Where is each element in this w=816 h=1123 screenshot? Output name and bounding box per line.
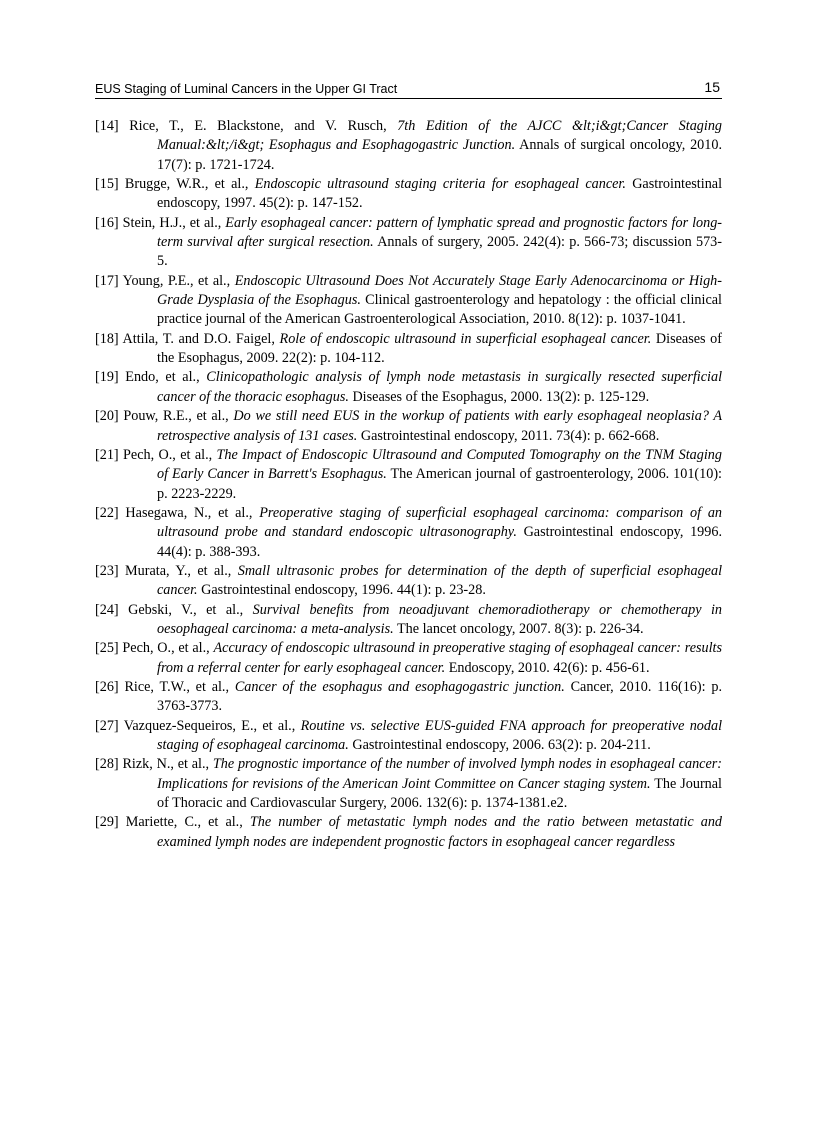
reference-item [95, 330, 722, 369]
reference-authors: Stein, H.J., et al., [122, 214, 222, 231]
reference-source: Gastrointestinal endoscopy, 1996. 44(1): p. 23-28. [201, 582, 486, 599]
reference-source: The American journal of gastroenterology, 2006. 101(10): p. 2223-2229. [157, 466, 722, 502]
reference-authors: Pech, O., et al., [123, 446, 213, 463]
reference-item [95, 755, 722, 813]
reference-source: The Journal of Thoracic and Cardiovascular Surgery, 2006. 132(6): p. 1374-1381.e2. [157, 775, 722, 812]
reference-title: Small ultrasonic probes for determination of the depth of superficial esophageal cancer. [157, 562, 723, 599]
reference-label: [19] [95, 369, 119, 386]
reference-label: [29] [95, 814, 119, 831]
reference-authors: Pouw, R.E., et al., [123, 408, 229, 425]
reference-item [95, 175, 722, 214]
reference-source: Gastrointestinal endoscopy, 1996. 44(4): p. 388-393. [157, 524, 722, 560]
reference-label: [15] [95, 176, 119, 193]
reference-title: The number of metastatic lymph nodes and the ratio between metastatic and examined lymph nodes are independent prognostic factors in esophageal cancer regardless [157, 814, 723, 850]
reference-source: Gastrointestinal endoscopy, 2011. 73(4): p. 662-668. [360, 427, 660, 444]
reference-title: Role of endoscopic ultrasound in superficial esophageal cancer. [279, 330, 652, 347]
reference-authors: Hasegawa, N., et al., [125, 504, 253, 521]
reference-label: [18] [95, 330, 119, 347]
reference-item [95, 214, 722, 272]
running-header [95, 78, 722, 99]
reference-item [95, 717, 722, 756]
reference-item [95, 601, 722, 640]
reference-title: Survival benefits from neoadjuvant chemoradiotherapy or chemotherapy in oesophageal carcinoma: a meta-analysis. [157, 601, 723, 637]
reference-authors: Rice, T., E. Blackstone, and V. Rusch, [129, 118, 387, 134]
reference-title: Routine vs. selective EUS-guided FNA approach for preoperative nodal staging of esophageal carcinoma. [157, 717, 723, 753]
reference-authors: Young, P.E., et al., [122, 272, 231, 289]
reference-label: [14] [95, 118, 119, 134]
reference-authors: Attila, T. and D.O. Faigel, [122, 330, 275, 347]
reference-title: The prognostic importance of the number of involved lymph nodes in esophageal cancer: Implications for revisions of the American Joint Committee on Cancer staging system. [157, 756, 723, 792]
reference-item [95, 562, 722, 601]
reference-title: Early esophageal cancer: pattern of lymphatic spread and prognostic factors for long-term survival after surgical resection. [157, 214, 723, 251]
reference-title: Preoperative staging of superficial esophageal carcinoma: comparison of an ultrasound probe and standard endoscopic ultrasonography. [157, 504, 723, 541]
reference-label: [27] [95, 717, 119, 734]
reference-source: Annals of surgery, 2005. 242(4): p. 566-73; discussion 573-5. [157, 234, 723, 270]
reference-authors: Endo, et al., [125, 369, 200, 386]
reference-authors: Rizk, N., et al., [122, 756, 210, 773]
reference-label: [21] [95, 446, 119, 463]
reference-source: Clinical gastroenterology and hepatology : the official clinical practice journal of the American Gastroenterological Association, 2010. 8(12): p. 1037-1041. [157, 292, 722, 328]
reference-title: Endoscopic Ultrasound Does Not Accurately Stage Early Adenocarcinoma or High-Grade Dysplasia of the Esophagus. [157, 272, 722, 309]
reference-label: [22] [95, 504, 119, 521]
reference-source: Gastrointestinal endoscopy, 2006. 63(2): p. 204-211. [352, 737, 651, 753]
reference-title: Accuracy of endoscopic ultrasound in preoperative staging of esophageal cancer: results from a referral center for early esophageal cancer. [157, 640, 723, 676]
reference-item [95, 368, 722, 407]
reference-source: Annals of surgical oncology, 2010. 17(7): p. 1721-1724. [157, 137, 722, 173]
reference-source: Endoscopy, 2010. 42(6): p. 456-61. [448, 659, 650, 676]
reference-item [95, 678, 722, 717]
reference-authors: Vazquez-Sequeiros, E., et al., [123, 717, 296, 734]
reference-list [95, 117, 722, 852]
reference-title: Do we still need EUS in the workup of patients with early esophageal neoplasia? A retrospective analysis of 131 cases. [157, 408, 723, 444]
reference-label: [17] [95, 272, 119, 289]
reference-title: 7th Edition of the AJCC &lt;i&gt;Cancer Staging Manual:&lt;/i&gt; Esophagus and Esophagogastric Junction. [157, 118, 723, 154]
reference-label: [20] [95, 408, 119, 425]
reference-label: [23] [95, 562, 119, 579]
reference-label: [24] [95, 601, 119, 618]
reference-title: Cancer of the esophagus and esophagogastric junction. [234, 678, 565, 695]
reference-item [95, 813, 722, 852]
reference-item [95, 407, 722, 446]
reference-source: Gastrointestinal endoscopy, 1997. 45(2): p. 147-152. [157, 176, 723, 212]
reference-authors: Pech, O., et al., [122, 640, 210, 657]
reference-authors: Murata, Y., et al., [125, 562, 232, 579]
reference-title: Endoscopic ultrasound staging criteria for esophageal cancer. [254, 176, 626, 193]
reference-label: [26] [95, 678, 119, 695]
reference-authors: Gebski, V., et al., [128, 601, 244, 618]
reference-item [95, 272, 722, 330]
reference-title: Clinicopathologic analysis of lymph node metastasis in surgically resected superficial cancer of the thoracic esophagus. [157, 369, 723, 405]
reference-authors: Mariette, C., et al., [125, 814, 243, 831]
page-number: 15 [704, 79, 720, 95]
reference-authors: Rice, T.W., et al., [124, 678, 230, 695]
reference-label: [28] [95, 756, 119, 773]
reference-title: The Impact of Endoscopic Ultrasound and Computed Tomography on the TNM Staging of Early Cancer in Barrett's Esophagus. [157, 446, 722, 483]
reference-source: Diseases of the Esophagus, 2009. 22(2): p. 104-112. [157, 330, 723, 367]
reference-item [95, 639, 722, 678]
reference-label: [25] [95, 640, 119, 657]
reference-item [95, 117, 722, 175]
reference-source: Diseases of the Esophagus, 2000. 13(2): p. 125-129. [352, 388, 650, 405]
reference-label: [16] [95, 214, 119, 231]
header-title: EUS Staging of Luminal Cancers in the Upper GI Tract [95, 82, 398, 96]
reference-source: Cancer, 2010. 116(16): p. 3763-3773. [157, 678, 722, 715]
reference-source: The lancet oncology, 2007. 8(3): p. 226-34. [396, 620, 644, 637]
reference-item [95, 504, 722, 562]
reference-authors: Brugge, W.R., et al., [124, 176, 249, 193]
reference-item [95, 446, 722, 504]
